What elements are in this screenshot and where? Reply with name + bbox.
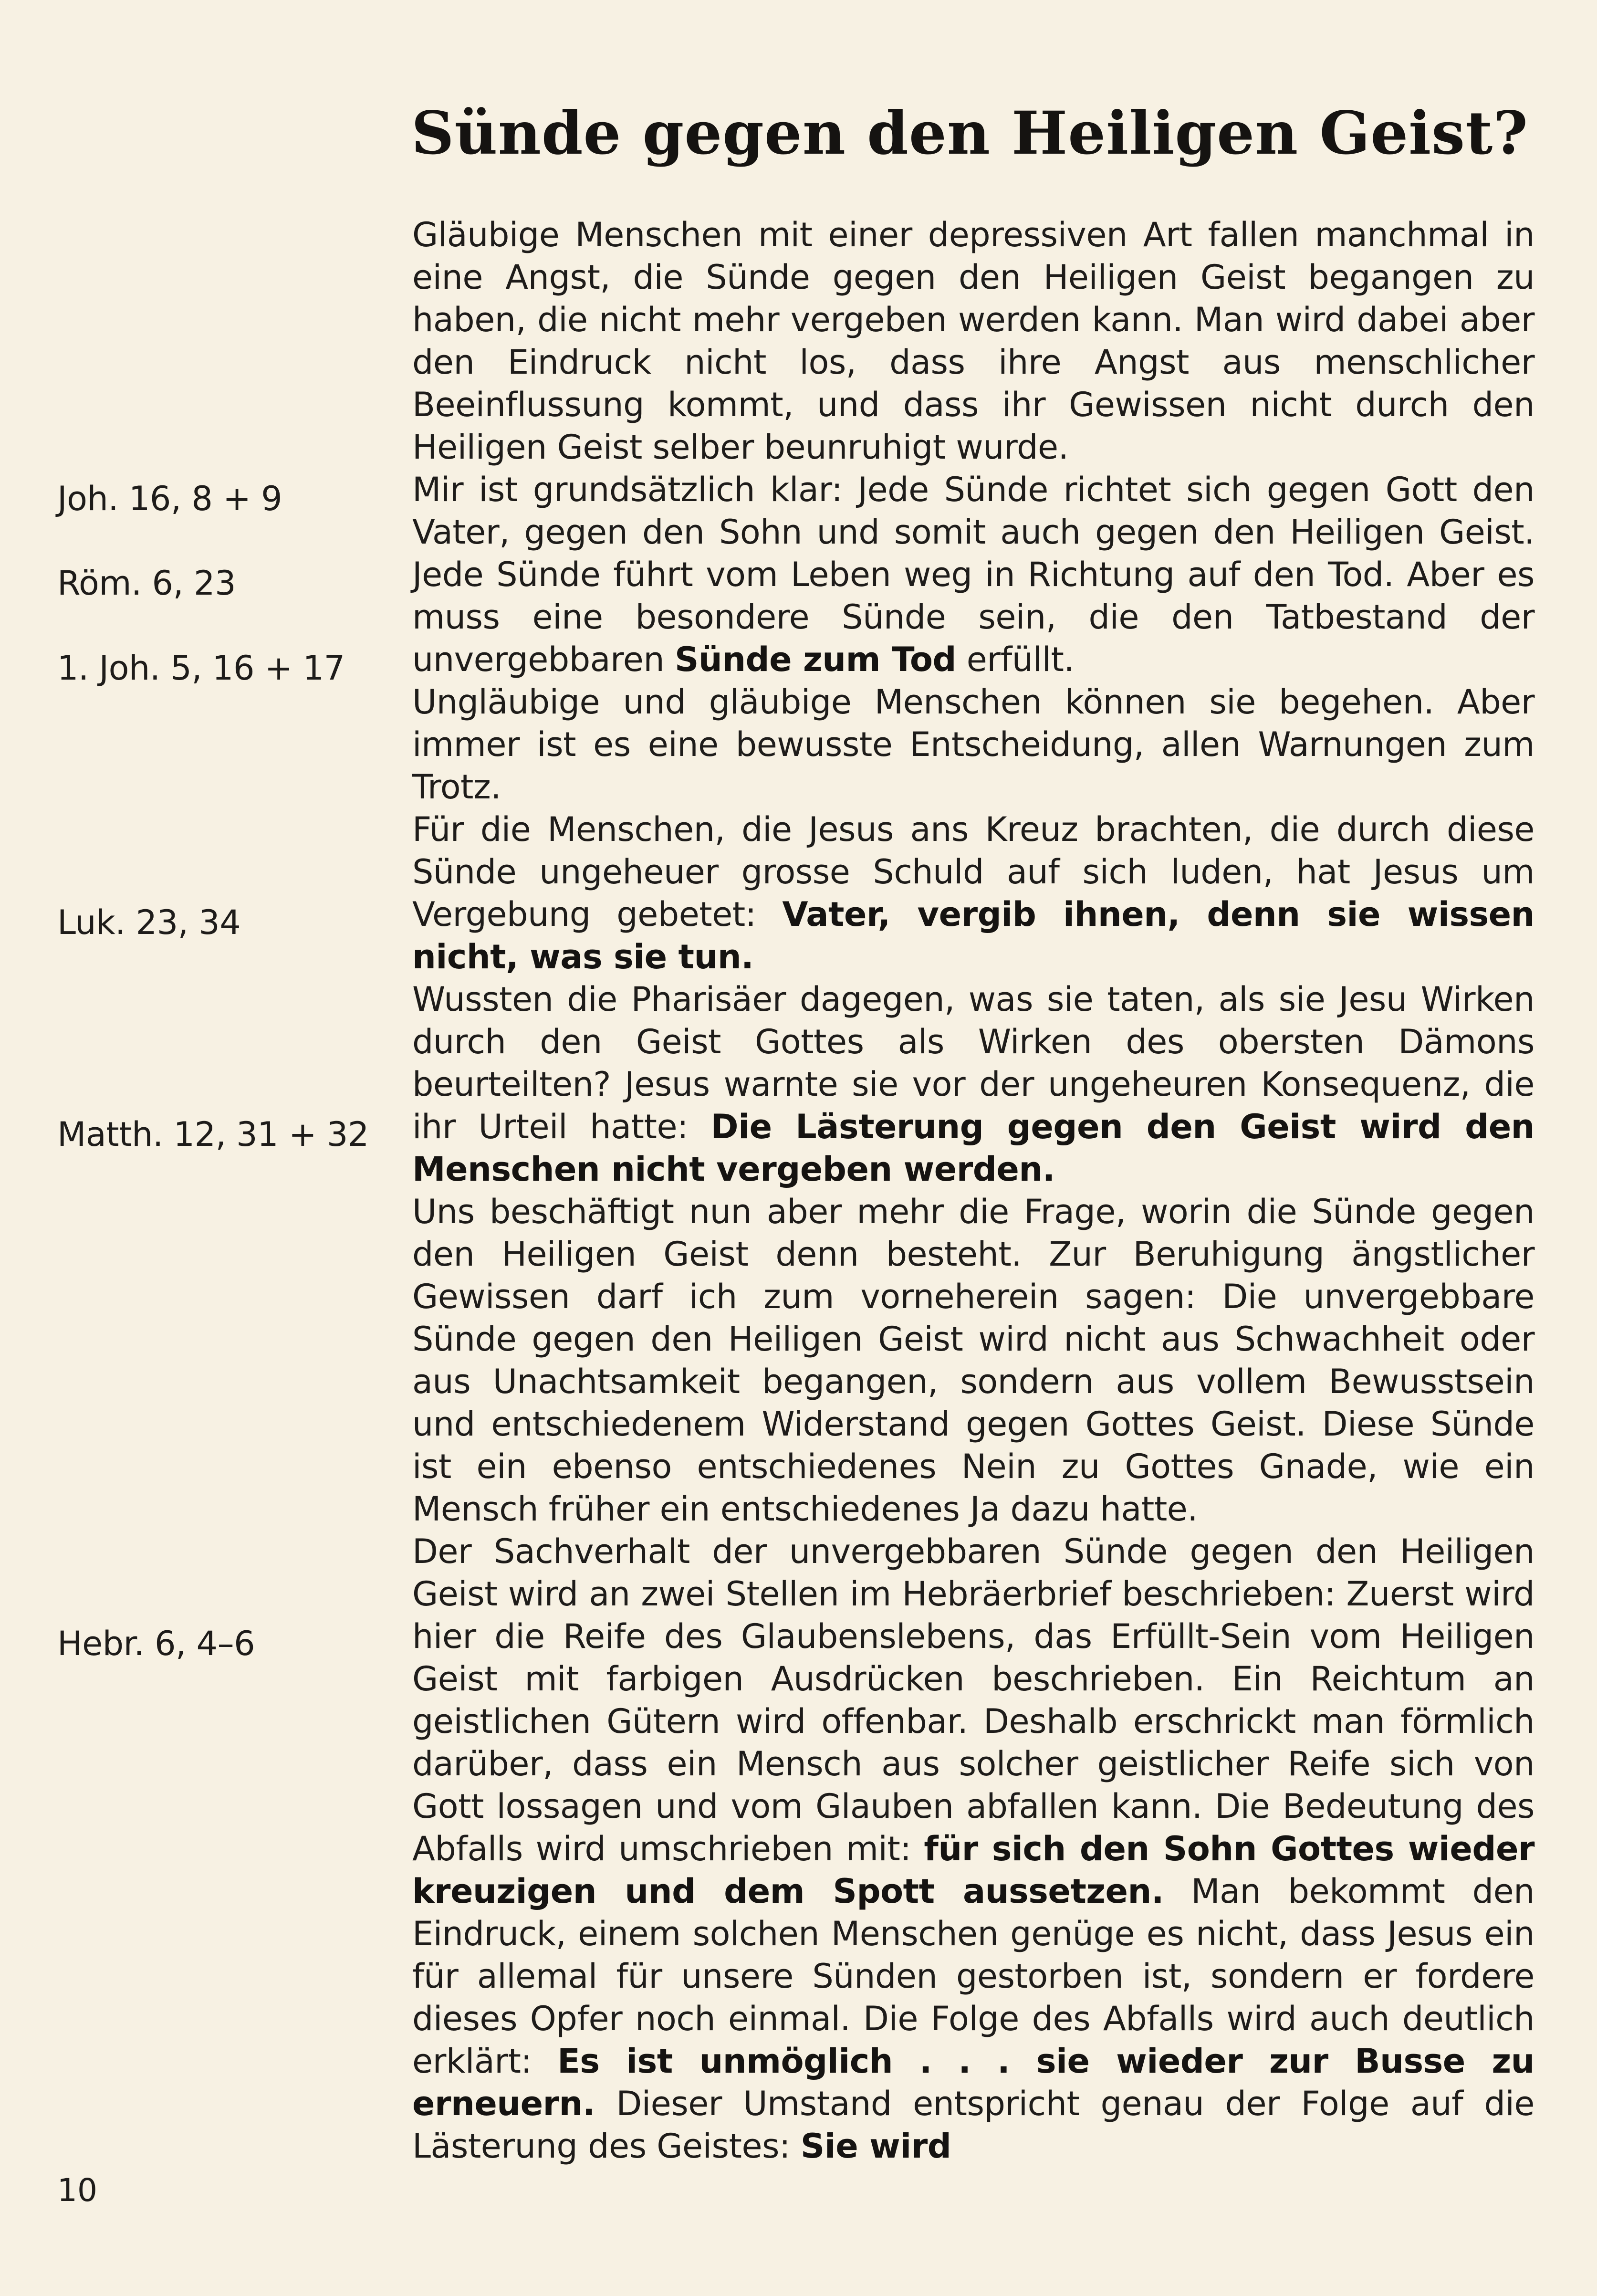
text-run: Uns beschäftigt nun aber mehr die Frage, worin die Sünde gegen den Heiligen Geist denn besteht. Zur Beruhigung ängstlicher Gewissen darf ich zum vorneherein sagen: Die unvergebbare Sünde gegen den Heiligen Geist wird nicht aus Schwachheit oder aus Unachtsamkeit begangen, sondern aus vollem Bewusstsein und entschiedenem Widerstand gegen Gottes Geist. Diese Sünde ist ein ebenso entschiedenes Nein zu Gottes Gnade, wie ein Mensch früher ein entschiedenes Ja dazu hatte. — [412, 1192, 1534, 1529]
text-run: Der Sachverhalt der unvergebbaren Sünde gegen den Heiligen Geist wird an zwei Stellen im Hebräerbrief beschrieben: Zuerst wird hier die Reife des Glaubenslebens, das Erfüllt-Sein vom Heiligen Geist mit farbigen Ausdrücken beschrieben. Ein Reichtum an geistlichen Gütern wird offenbar. Deshalb erschrickt man förmlich darüber, dass ein Mensch aus solcher geistlicher Reife sich von Gott lossagen und vom Glauben abfallen kann. Die Bedeutung des Abfalls wird umschrieben mit: — [412, 1532, 1534, 1868]
page-number: 10 — [57, 2172, 97, 2209]
bible-quote-bold: für sich den Sohn Gottes wieder kreuzigen und dem Spott aussetzen. — [412, 1829, 1534, 1911]
body-text-column — [412, 214, 1534, 2168]
body-paragraph — [412, 469, 1534, 681]
body-paragraph — [412, 681, 1534, 808]
bible-quote-bold: Vater, vergib ihnen, denn sie wissen nicht, was sie tun. — [412, 895, 1534, 976]
text-run: Ungläubige und gläubige Menschen können sie begehen. Aber immer ist es eine bewusste Entscheidung, allen Warnungen zum Trotz. — [412, 682, 1534, 807]
text-run: Mir ist grundsätzlich klar: Jede Sünde richtet sich gegen Gott den Vater, gegen den Sohn und somit auch gegen den Heiligen Geist. Jede Sünde führt vom Leben weg in Richtung auf den Tod. Aber es muss eine besondere Sünde sein, die den Tatbestand der unvergebbaren — [412, 470, 1534, 679]
bible-quote-bold: Sünde zum Tod — [674, 640, 957, 679]
body-paragraph — [412, 1531, 1534, 2168]
margin-reference-joh-16: Joh. 16, 8 + 9 — [57, 479, 282, 518]
bible-quote-bold: Es ist unmöglich . . . sie wieder zur Busse zu erneuern. — [412, 2042, 1534, 2123]
body-paragraph — [412, 978, 1534, 1191]
body-paragraph — [412, 1191, 1534, 1531]
margin-reference-luk-23: Luk. 23, 34 — [57, 903, 241, 942]
text-run: Man bekommt den Eindruck, einem solchen Menschen genüge es nicht, dass Jesus ein für allemal für unsere Sünden gestorben ist, sondern er fordere dieses Opfer noch einmal. Die Folge des Abfalls wird auch deutlich erklärt: — [412, 1872, 1535, 2081]
margin-reference-1-joh-5: 1. Joh. 5, 16 + 17 — [57, 649, 345, 688]
text-run: Für die Menschen, die Jesus ans Kreuz brachten, die durch diese Sünde ungeheuer grosse Schuld auf sich luden, hat Jesus um Vergebung gebetet: — [412, 810, 1534, 934]
body-paragraph — [412, 214, 1534, 469]
margin-reference-hebr-6: Hebr. 6, 4–6 — [57, 1624, 255, 1663]
page-title: Sünde gegen den Heiligen Geist? — [411, 99, 1528, 168]
text-run: Wussten die Pharisäer dagegen, was sie taten, als sie Jesu Wirken durch den Geist Gottes als Wirken des obersten Dämons beurteilten? Jesus warnte sie vor der ungeheuren Konsequenz, die ihr Urteil hatte: — [412, 980, 1534, 1146]
text-run: Dieser Umstand entspricht genau der Folge auf die Lästerung des Geistes: — [412, 2084, 1534, 2166]
bible-quote-bold: Sie wird — [800, 2127, 951, 2166]
bible-quote-bold: Die Lästerung gegen den Geist wird den Menschen nicht vergeben werden. — [412, 1107, 1535, 1189]
margin-reference-roem-6: Röm. 6, 23 — [57, 564, 236, 603]
text-run: Gläubige Menschen mit einer depressiven Art fallen manchmal in eine Angst, die Sünde gegen den Heiligen Geist begangen zu haben, die nicht mehr vergeben werden kann. Man wird dabei aber den Eindruck nicht los, dass ihre Angst aus menschlicher Beeinflussung kommt, und dass ihr Gewissen nicht durch den Heiligen Geist selber beunruhigt wurde. — [412, 215, 1534, 467]
body-paragraph — [412, 808, 1534, 978]
text-run: erfüllt. — [956, 640, 1075, 679]
margin-reference-matth-12: Matth. 12, 31 + 32 — [57, 1115, 369, 1154]
